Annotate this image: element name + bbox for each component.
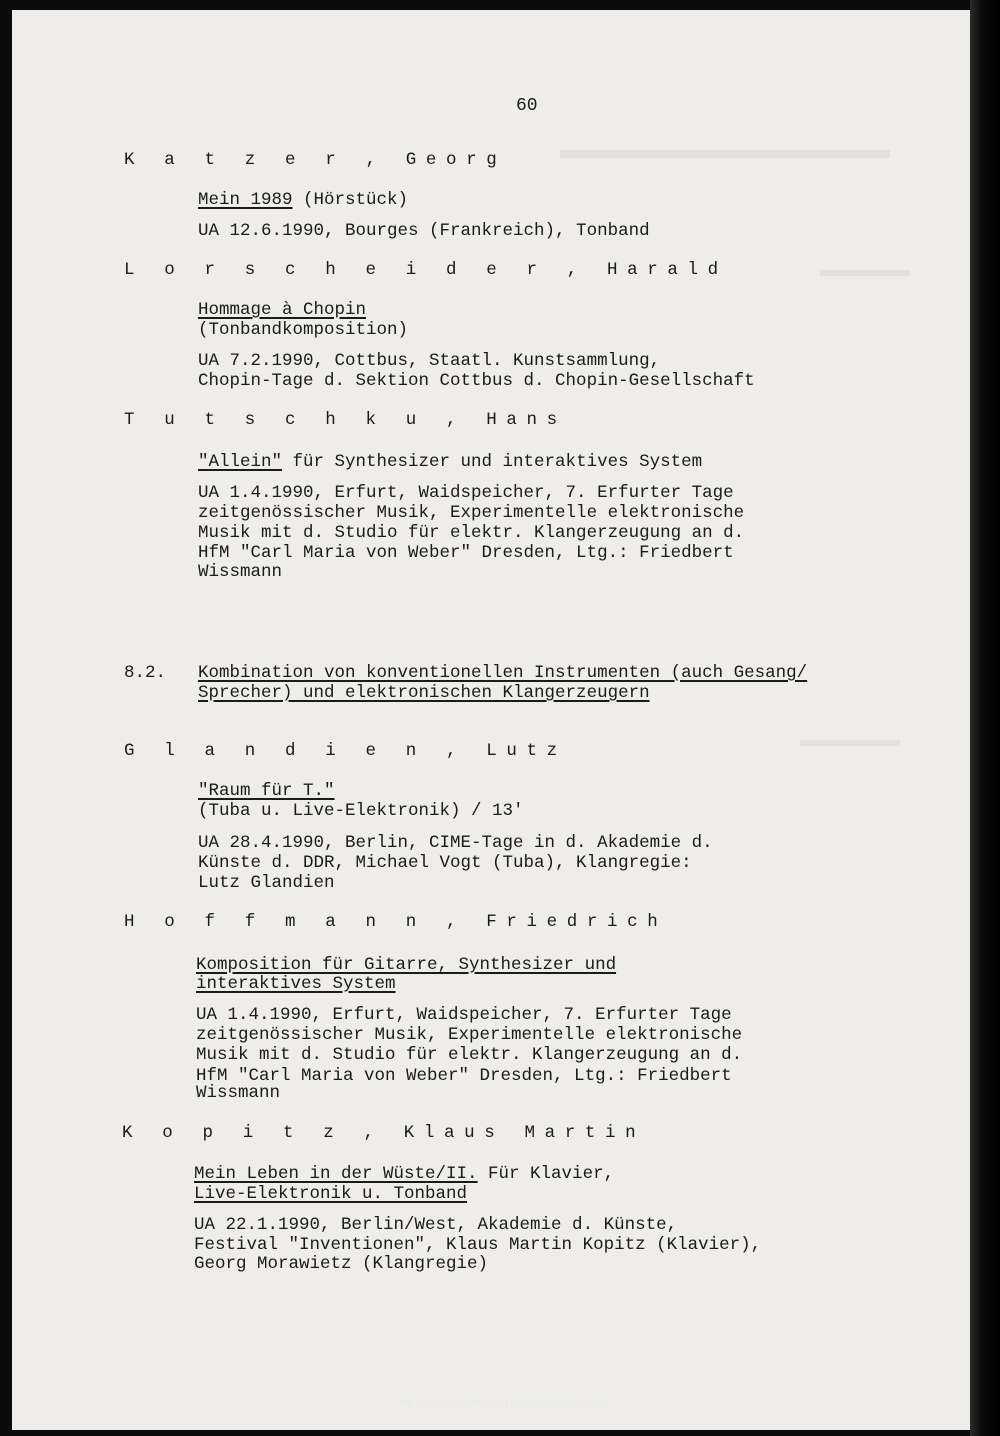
premiere-line: zeitgenössischer Musik, Experimentelle elektronische [198,503,745,523]
work-title: Mein 1989 [198,190,293,210]
work-title-line [198,190,408,210]
premiere-line: Chopin-Tage d. Sektion Cottbus d. Chopin-Gesellschaft [198,371,755,391]
work-title: "Raum für T." [198,781,335,801]
composer-name: G l a n d i e n , Lutz [124,741,567,761]
premiere-line: Lutz Glandien [198,873,335,893]
work-title: Live-Elektronik u. Tonband [194,1184,468,1204]
work-title: Hommage à Chopin [198,300,367,320]
composer-name: K o p i t z , Klaus Martin [122,1123,646,1143]
premiere-line: Festival "Inventionen", Klaus Martin Kopitz (Klavier), [194,1235,762,1255]
premiere-line: UA 22.1.1990, Berlin/West, Akademie d. Künste, [194,1215,678,1235]
premiere-line: Künste d. DDR, Michael Vogt (Tuba), Klangregie: [198,853,692,873]
premiere-line: Musik mit d. Studio für elektr. Klangerzeugung an d. [198,523,745,543]
work-title-line [194,1164,614,1184]
work-title-extra: Für Klavier, [477,1164,615,1184]
work-subtitle: (Tuba u. Live-Elektronik) / 13' [198,801,524,821]
section-number: 8.2. [124,663,167,683]
scan-edge [970,0,1000,1436]
work-title-extra: für Synthesizer und interaktives System [282,452,703,472]
work-title: interaktives System [196,974,396,994]
composer-name: T u t s c h k u , Hans [124,410,567,430]
section-heading: Kombination von konventionellen Instrumenten (auch Gesang/ [198,663,808,683]
premiere-line: UA 12.6.1990, Bourges (Frankreich), Tonband [198,221,650,241]
composer-name: H o f f m a n n , Friedrich [124,912,668,932]
premiere-line: UA 1.4.1990, Erfurt, Waidspeicher, 7. Erfurter Tage [196,1005,732,1025]
premiere-line: Wissmann [198,562,283,582]
work-title: "Allein" [198,452,283,472]
premiere-line: Wissmann [196,1083,281,1103]
source-url[interactable]: http://digital.slub-dresden.de/ppn395801602Z83 [396,1398,609,1409]
premiere-line: Georg Morawietz (Klangregie) [194,1254,489,1274]
composer-name: K a t z e r , Georg [124,150,507,170]
work-title: Mein Leben in der Wüste/II. [194,1164,478,1184]
work-title-line [198,452,702,472]
premiere-line: UA 1.4.1990, Erfurt, Waidspeicher, 7. Erfurter Tage [198,483,734,503]
premiere-line: Musik mit d. Studio für elektr. Klangerzeugung an d. [196,1045,743,1065]
composer-name: L o r s c h e i d e r , Harald [124,260,728,280]
bleed-through-shadow [560,150,890,158]
bleed-through-shadow [820,270,910,276]
work-title: Komposition für Gitarre, Synthesizer und [196,955,617,975]
premiere-line: HfM "Carl Maria von Weber" Dresden, Ltg.: Friedbert [196,1066,732,1086]
bleed-through-shadow [800,740,900,746]
premiere-line: UA 7.2.1990, Cottbus, Staatl. Kunstsammlung, [198,351,661,371]
premiere-line: UA 28.4.1990, Berlin, CIME-Tage in d. Akademie d. [198,833,713,853]
page-number: 60 [516,96,538,116]
premiere-line: zeitgenössischer Musik, Experimentelle elektronische [196,1025,743,1045]
premiere-line: HfM "Carl Maria von Weber" Dresden, Ltg.: Friedbert [198,543,734,563]
work-title-extra: (Hörstück) [292,190,409,210]
section-heading: Sprecher) und elektronischen Klangerzeugern [198,683,650,703]
work-subtitle: (Tonbandkomposition) [198,320,409,340]
